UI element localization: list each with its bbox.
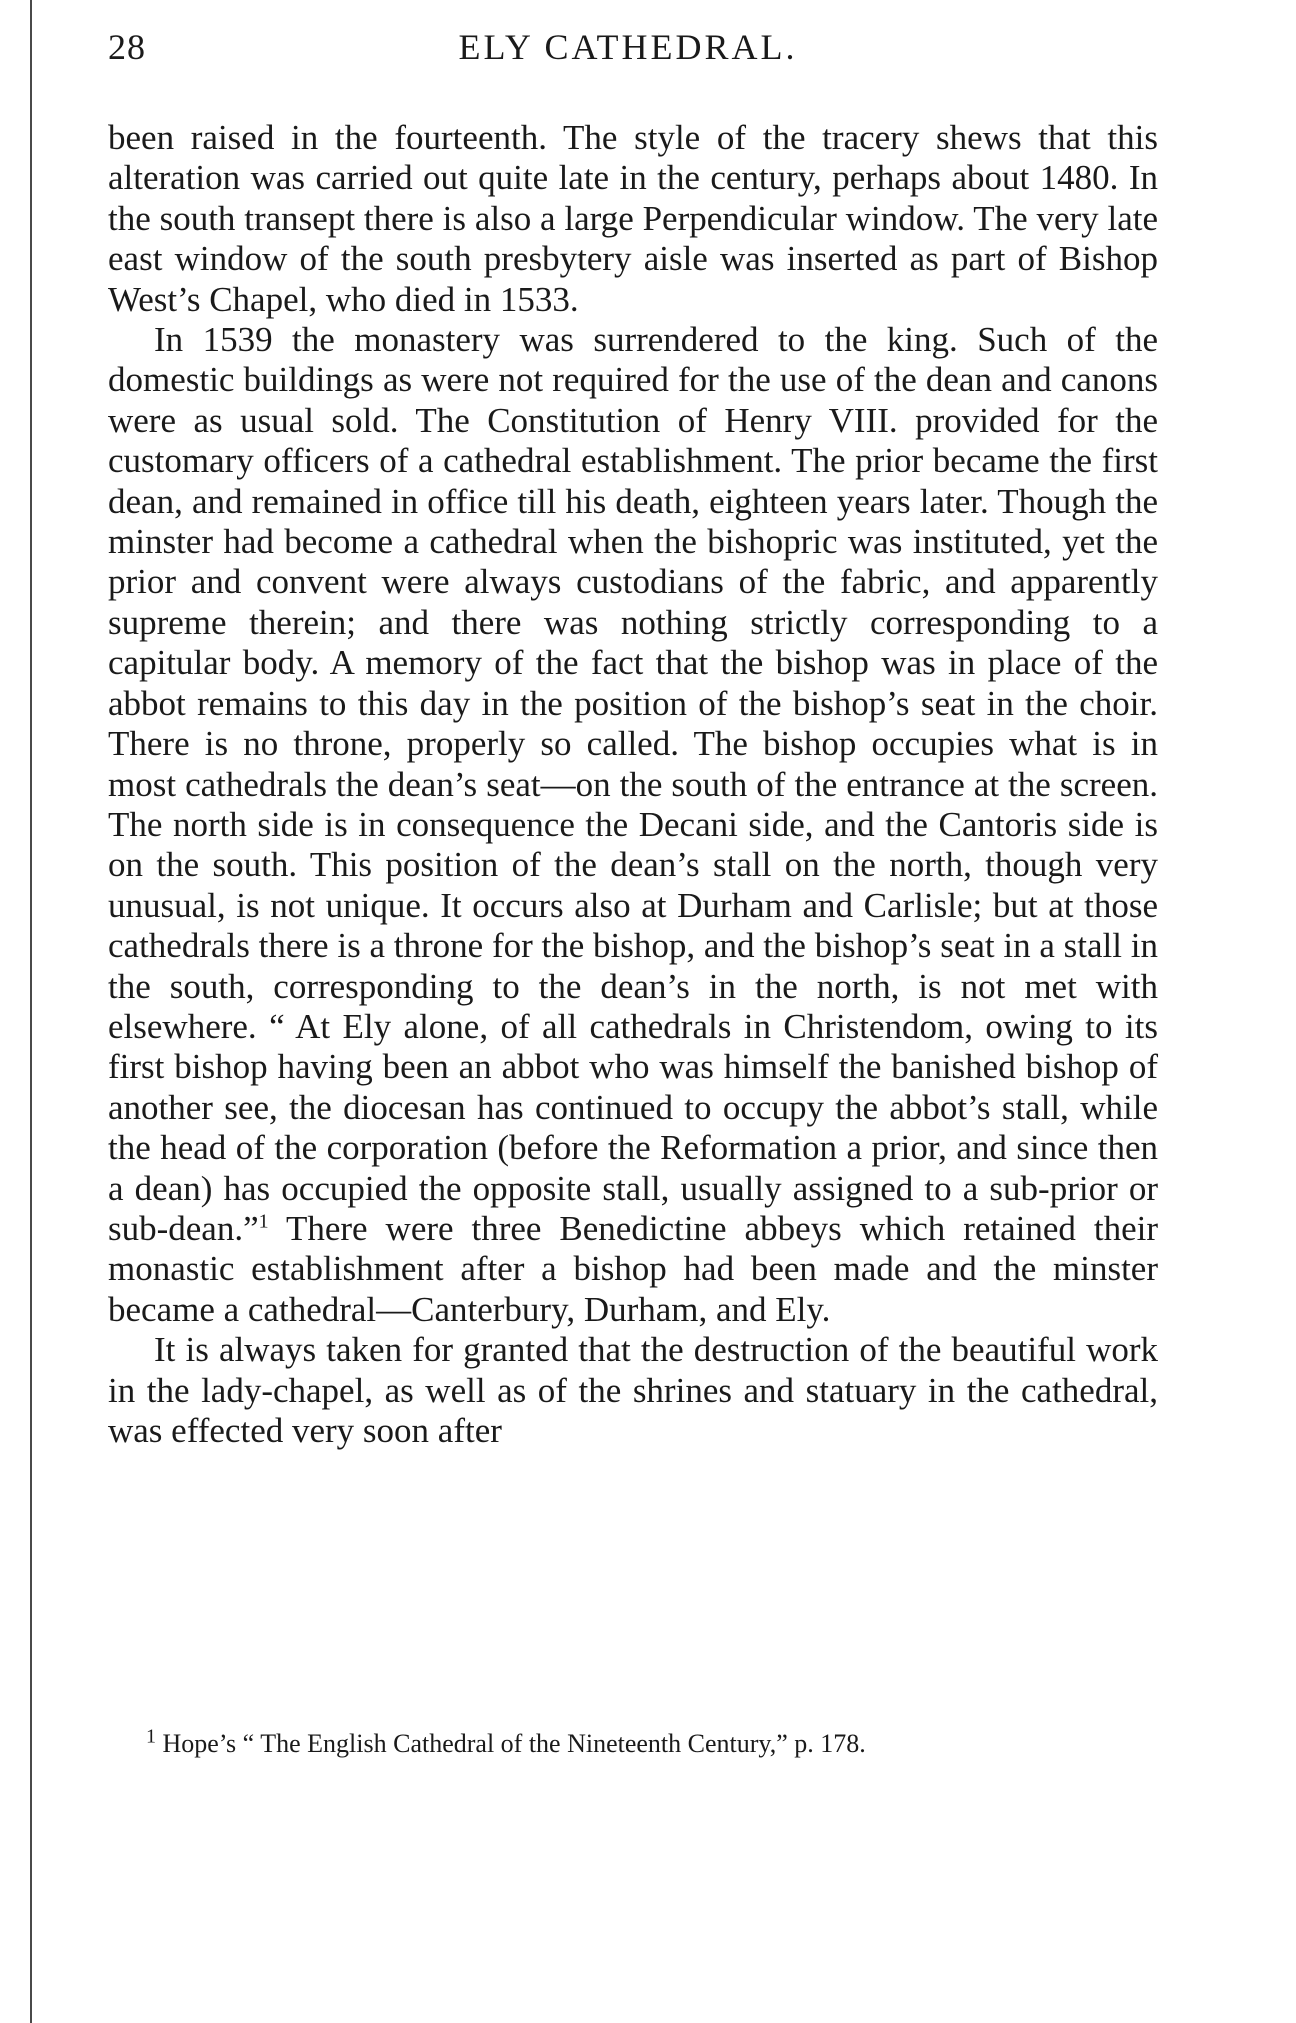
body-text [108, 118, 1158, 1451]
paragraph-3: It is always taken for granted that the destruction of the beautiful work in the lady-chapel, as well as of the shrines and statuary in the cathedral, was effected very soon after [108, 1330, 1158, 1450]
paragraph-1: been raised in the fourteenth. The style of the tracery shews that this alteration was carried out quite late in the century, perhaps about 1480. In the south transept there is also a large Perpendicular window. The very late east window of the south presbytery aisle was inserted as part of Bishop West’s Chapel, who died in 1533. [108, 118, 1158, 319]
footnote [146, 1727, 1146, 1761]
paragraph-2-text: In 1539 the monastery was surrendered to the king. Such of the domestic buildings as were not required for the use of the dean and canons were as usual sold. The Constitution of Henry VIII. provided for the customary officers of a cathedral establishment. The prior became the first dean, and remained in office till his death, eighteen years later. Though the minster had become a cathedral when the bishopric was instituted, yet the prior and convent were always custodians of the fabric, and apparently supreme therein; and there was nothing strictly corresponding to a capitular body. A memory of the fact that the bishop was in place of the abbot remains to this day in the position of the bishop’s seat in the choir. There is no throne, properly so called. The bishop occupies what is in most cathedrals the dean’s seat—on the south of the entrance at the screen. The north side is in consequence the Decani side, and the Cantoris side is on the south. This position of the dean’s stall on the north, though very unusual, is not unique. It occurs also at Durham and Carlisle; but at those cathedrals there is a throne for the bishop, and the bishop’s seat in a stall in the south, corresponding to the dean’s in the north, is not met with elsewhere. “ At Ely alone, of all cathedrals in Christendom, owing to its first bishop having been an abbot who was himself the banished bishop of another see, the diocesan has continued to occupy the abbot’s stall, while the head of the corporation (before the Reformation a prior, and since then a dean) has occupied the opposite stall, usually assigned to a sub-prior or sub-dean.” [108, 320, 1158, 1248]
page-edge-rule [30, 0, 32, 2023]
footnote-reference: 1 [258, 1210, 269, 1233]
footnote-text: Hope’s “ The English Cathedral of the Nineteenth Century,” p. 178. [162, 1729, 866, 1758]
running-title: ELY CATHEDRAL. [458, 27, 798, 67]
paragraph-2-continuation: There were three Benedictine abbeys which retained their monastic establishment after a bishop had been made and the minster became a cathedral—Canterbury, Durham, and Ely. [108, 1208, 1159, 1329]
paragraph-2 [108, 320, 1158, 1330]
page-number: 28 [108, 27, 146, 67]
page-header [108, 26, 1148, 76]
footnote-marker: 1 [146, 1725, 156, 1748]
